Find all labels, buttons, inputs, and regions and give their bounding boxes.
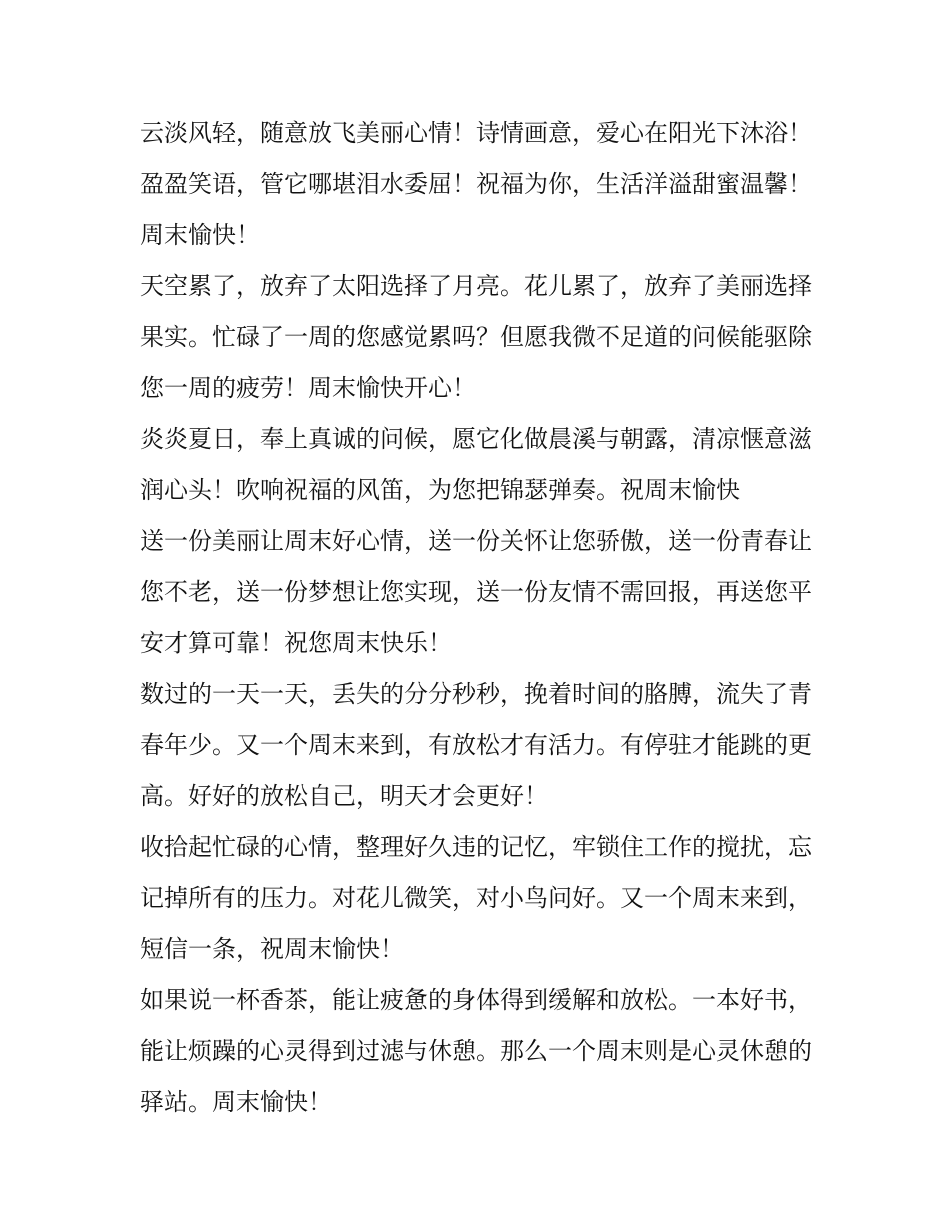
paragraph-2: 天空累了，放弃了太阳选择了月亮。花儿累了，放弃了美丽选择果实。忙碌了一周的您感觉累吗？但愿我微不足道的问候能驱除您一周的疲劳！周末愉快开心！ (140, 272, 812, 402)
paragraph-1: 云淡风轻，随意放飞美丽心情！诗情画意，爱心在阳光下沐浴！盈盈笑语，管它哪堪泪水委屈！祝福为你，生活洋溢甜蜜温馨！周末愉快！ (140, 119, 812, 249)
paragraph-3: 炎炎夏日，奉上真诚的问候，愿它化做晨溪与朝露，清凉惬意滋润心头！吹响祝福的风笛，为您把锦瑟弹奏。祝周末愉快 (140, 425, 812, 504)
document-body (140, 108, 812, 1128)
paragraph-7: 如果说一杯香茶，能让疲惫的身体得到缓解和放松。一本好书，能让烦躁的心灵得到过滤与休憩。那么一个周末则是心灵休憩的驿站。周末愉快！ (140, 986, 812, 1116)
paragraph-6: 收拾起忙碌的心情，整理好久违的记忆，牢锁住工作的搅扰，忘记掉所有的压力。对花儿微笑，对小鸟问好。又一个周末来到，短信一条，祝周末愉快！ (140, 833, 812, 963)
paragraph-5: 数过的一天一天，丢失的分分秒秒，挽着时间的胳膊，流失了青春年少。又一个周末来到，有放松才有活力。有停驻才能跳的更高。好好的放松自己，明天才会更好！ (140, 680, 812, 810)
paragraph-4: 送一份美丽让周末好心情，送一份关怀让您骄傲，送一份青春让您不老，送一份梦想让您实现，送一份友情不需回报，再送您平安才算可靠！祝您周末快乐！ (140, 527, 812, 657)
